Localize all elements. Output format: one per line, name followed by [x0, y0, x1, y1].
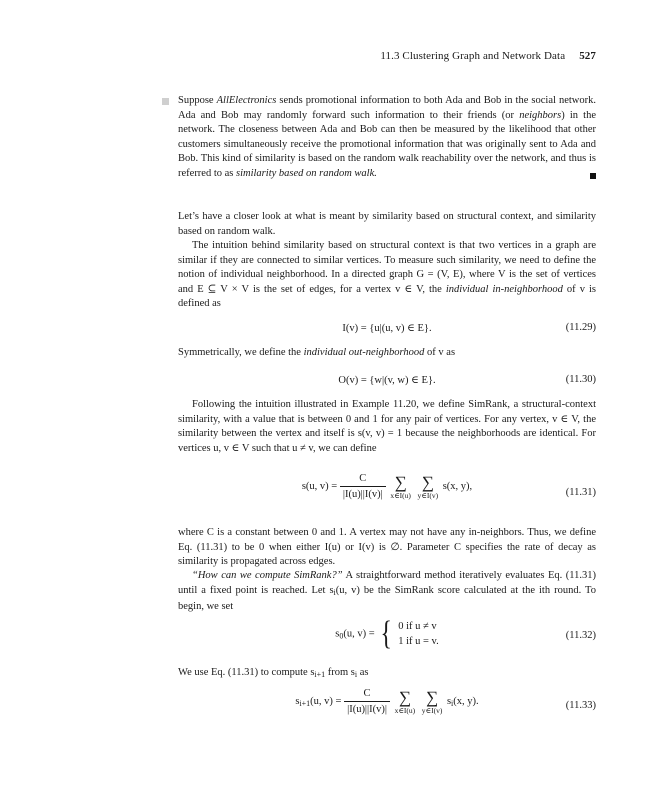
compute-simrank-paragraph: [178, 569, 596, 615]
subscript: 0: [339, 631, 344, 641]
company-name: AllElectronics: [216, 95, 277, 106]
bullet-text: sends promotional information to both Ada and Bob in the social network. Ada and Bob may randomly forward such information to their friends (or: [178, 95, 596, 121]
iteration-paragraph: [178, 666, 596, 683]
summation-x: [395, 689, 416, 715]
equation-lhs: s: [335, 628, 340, 640]
sigma-symbol: ∑: [394, 472, 407, 492]
subscript: i: [451, 698, 454, 708]
bullet-text: Suppose: [178, 95, 217, 106]
paragraph-text: of v as: [424, 347, 456, 358]
summand: s(x, y),: [442, 480, 473, 492]
sigma-symbol: ∑: [398, 687, 411, 707]
equation-lhs: s(u, v) =: [301, 480, 338, 492]
case-row: 0 if u ≠ v: [398, 621, 437, 632]
random-walk-term: similarity based on random walk.: [236, 167, 377, 179]
out-neighborhood-term: individual out-neighborhood: [303, 347, 425, 358]
fraction: [340, 473, 386, 500]
structural-context-paragraph: [178, 239, 596, 312]
equation-body: [178, 473, 596, 500]
bullet-text: ) in the network. The closeness between Ada and Bob can then be measured by the likelihood that other customers simultaneously receive the promotional information that was originally sent to Ada and Bob. This kind of similarity is based on the random walk reachability over the network, and thus is referred to as: [178, 109, 596, 179]
denominator: |I(u)||I(v)|: [344, 701, 390, 715]
running-head: [178, 50, 596, 62]
summand: (x, y).: [453, 695, 479, 707]
paragraph-text: Symmetrically, we define the: [178, 347, 304, 358]
page-number: 527: [579, 50, 596, 62]
subscript: i+1: [314, 670, 326, 679]
numerator: C: [363, 688, 371, 699]
subscript: i: [333, 587, 336, 597]
neighbors-term: neighbors: [519, 109, 562, 121]
summation-index: y∈I(v): [421, 705, 443, 715]
denominator: |I(u)||I(v)|: [340, 486, 386, 500]
simrank-definition-paragraph: Following the intuition illustrated in Example 11.20, we define SimRank, a structural-context similarity, with a value that is between 0 and 1 for any pair of vertices. For any vertex, v ∈ V, the similarity between the vertex and itself is s(v, v) = 1 because the neighborhoods are identical. For vertices u, v ∈ V such that u ≠ v, we can define: [178, 399, 596, 454]
equation-body: [178, 688, 596, 715]
equation-number: (11.33): [565, 700, 596, 711]
case-row: 1 if u = v.: [398, 636, 439, 647]
equation-11-32: [178, 617, 596, 657]
paragraph-text: of v is defined as: [178, 283, 596, 310]
paragraph-text: We use Eq. (11.31) to compute s: [178, 667, 315, 678]
subscript: i+1: [299, 698, 311, 708]
paragraph-text: as: [357, 667, 369, 678]
equation-number: (11.32): [565, 630, 596, 641]
paragraph-text: from s: [325, 667, 355, 678]
numerator: C: [359, 473, 367, 484]
subscript: i: [354, 670, 358, 679]
summation-y: [422, 689, 443, 715]
equation-number: (11.31): [565, 487, 596, 498]
fraction: [344, 688, 390, 715]
equation-lhs: s: [295, 695, 300, 707]
equation-body: I(v) = {u|(u, v) ∈ E}.: [342, 323, 432, 334]
intro-paragraph: Let’s have a closer look at what is meant by similarity based on structural context, and similarity based on random walk.: [178, 211, 596, 237]
equation-number: (11.30): [565, 374, 596, 385]
bullet-paragraph: [178, 94, 596, 182]
out-neighborhood-paragraph: [178, 346, 596, 361]
sigma-symbol: ∑: [425, 687, 439, 707]
equation-11-33: [178, 688, 596, 734]
paragraph-text: (u, v) be the SimRank score calculated at the ith round. To begin, we set: [178, 584, 596, 613]
bullet-marker: [162, 98, 169, 105]
constant-c-paragraph: where C is a constant between 0 and 1. A vertex may not have any in-neighbors. Thus, we define Eq. (11.31) to be 0 when either I(u) or I(v) is ∅. Parameter C specifies the rate of decay as similarity is propagated across edges.: [178, 527, 596, 568]
paragraph-text: A straightforward method iteratively evaluates Eq. (11.31) until a fixed point is reached. Let s: [178, 570, 596, 596]
paragraph-text: The intuition behind similarity based on structural context is that two vertices in a graph are similar if they are connected to similar vertices. To measure such similarity, we need to define the notion of individual neighborhood. In a directed graph G = (V, E), where V is the set of vertices and E ⊆ V × V is the set of edges, for a vertex v ∈ V, the: [178, 240, 596, 295]
in-neighborhood-term: individual in-neighborhood: [445, 283, 563, 295]
summation-index: x∈I(u): [390, 490, 411, 500]
section-title: 11.3 Clustering Graph and Network Data: [380, 50, 566, 62]
equation-lhs: (u, v) =: [343, 628, 375, 640]
left-brace: {: [380, 615, 393, 652]
equation-11-29: [178, 320, 596, 340]
equation-body: O(v) = {w|(v, w) ∈ E}.: [338, 375, 436, 386]
summand: s: [446, 695, 452, 707]
end-of-example-mark: [590, 173, 596, 179]
equation-lhs: (u, v) =: [310, 695, 342, 707]
sigma-symbol: ∑: [421, 472, 434, 492]
question-text: “How can we compute SimRank?”: [192, 570, 343, 581]
summation-index: y∈I(v): [417, 490, 439, 500]
summation-y: [418, 474, 439, 500]
equation-number: (11.29): [565, 322, 596, 333]
summation-x: [390, 474, 411, 500]
summation-index: x∈I(u): [394, 705, 416, 715]
equation-11-30: [178, 372, 596, 392]
cases: [398, 619, 439, 649]
equation-body: [178, 617, 596, 651]
equation-11-31: [178, 473, 596, 519]
